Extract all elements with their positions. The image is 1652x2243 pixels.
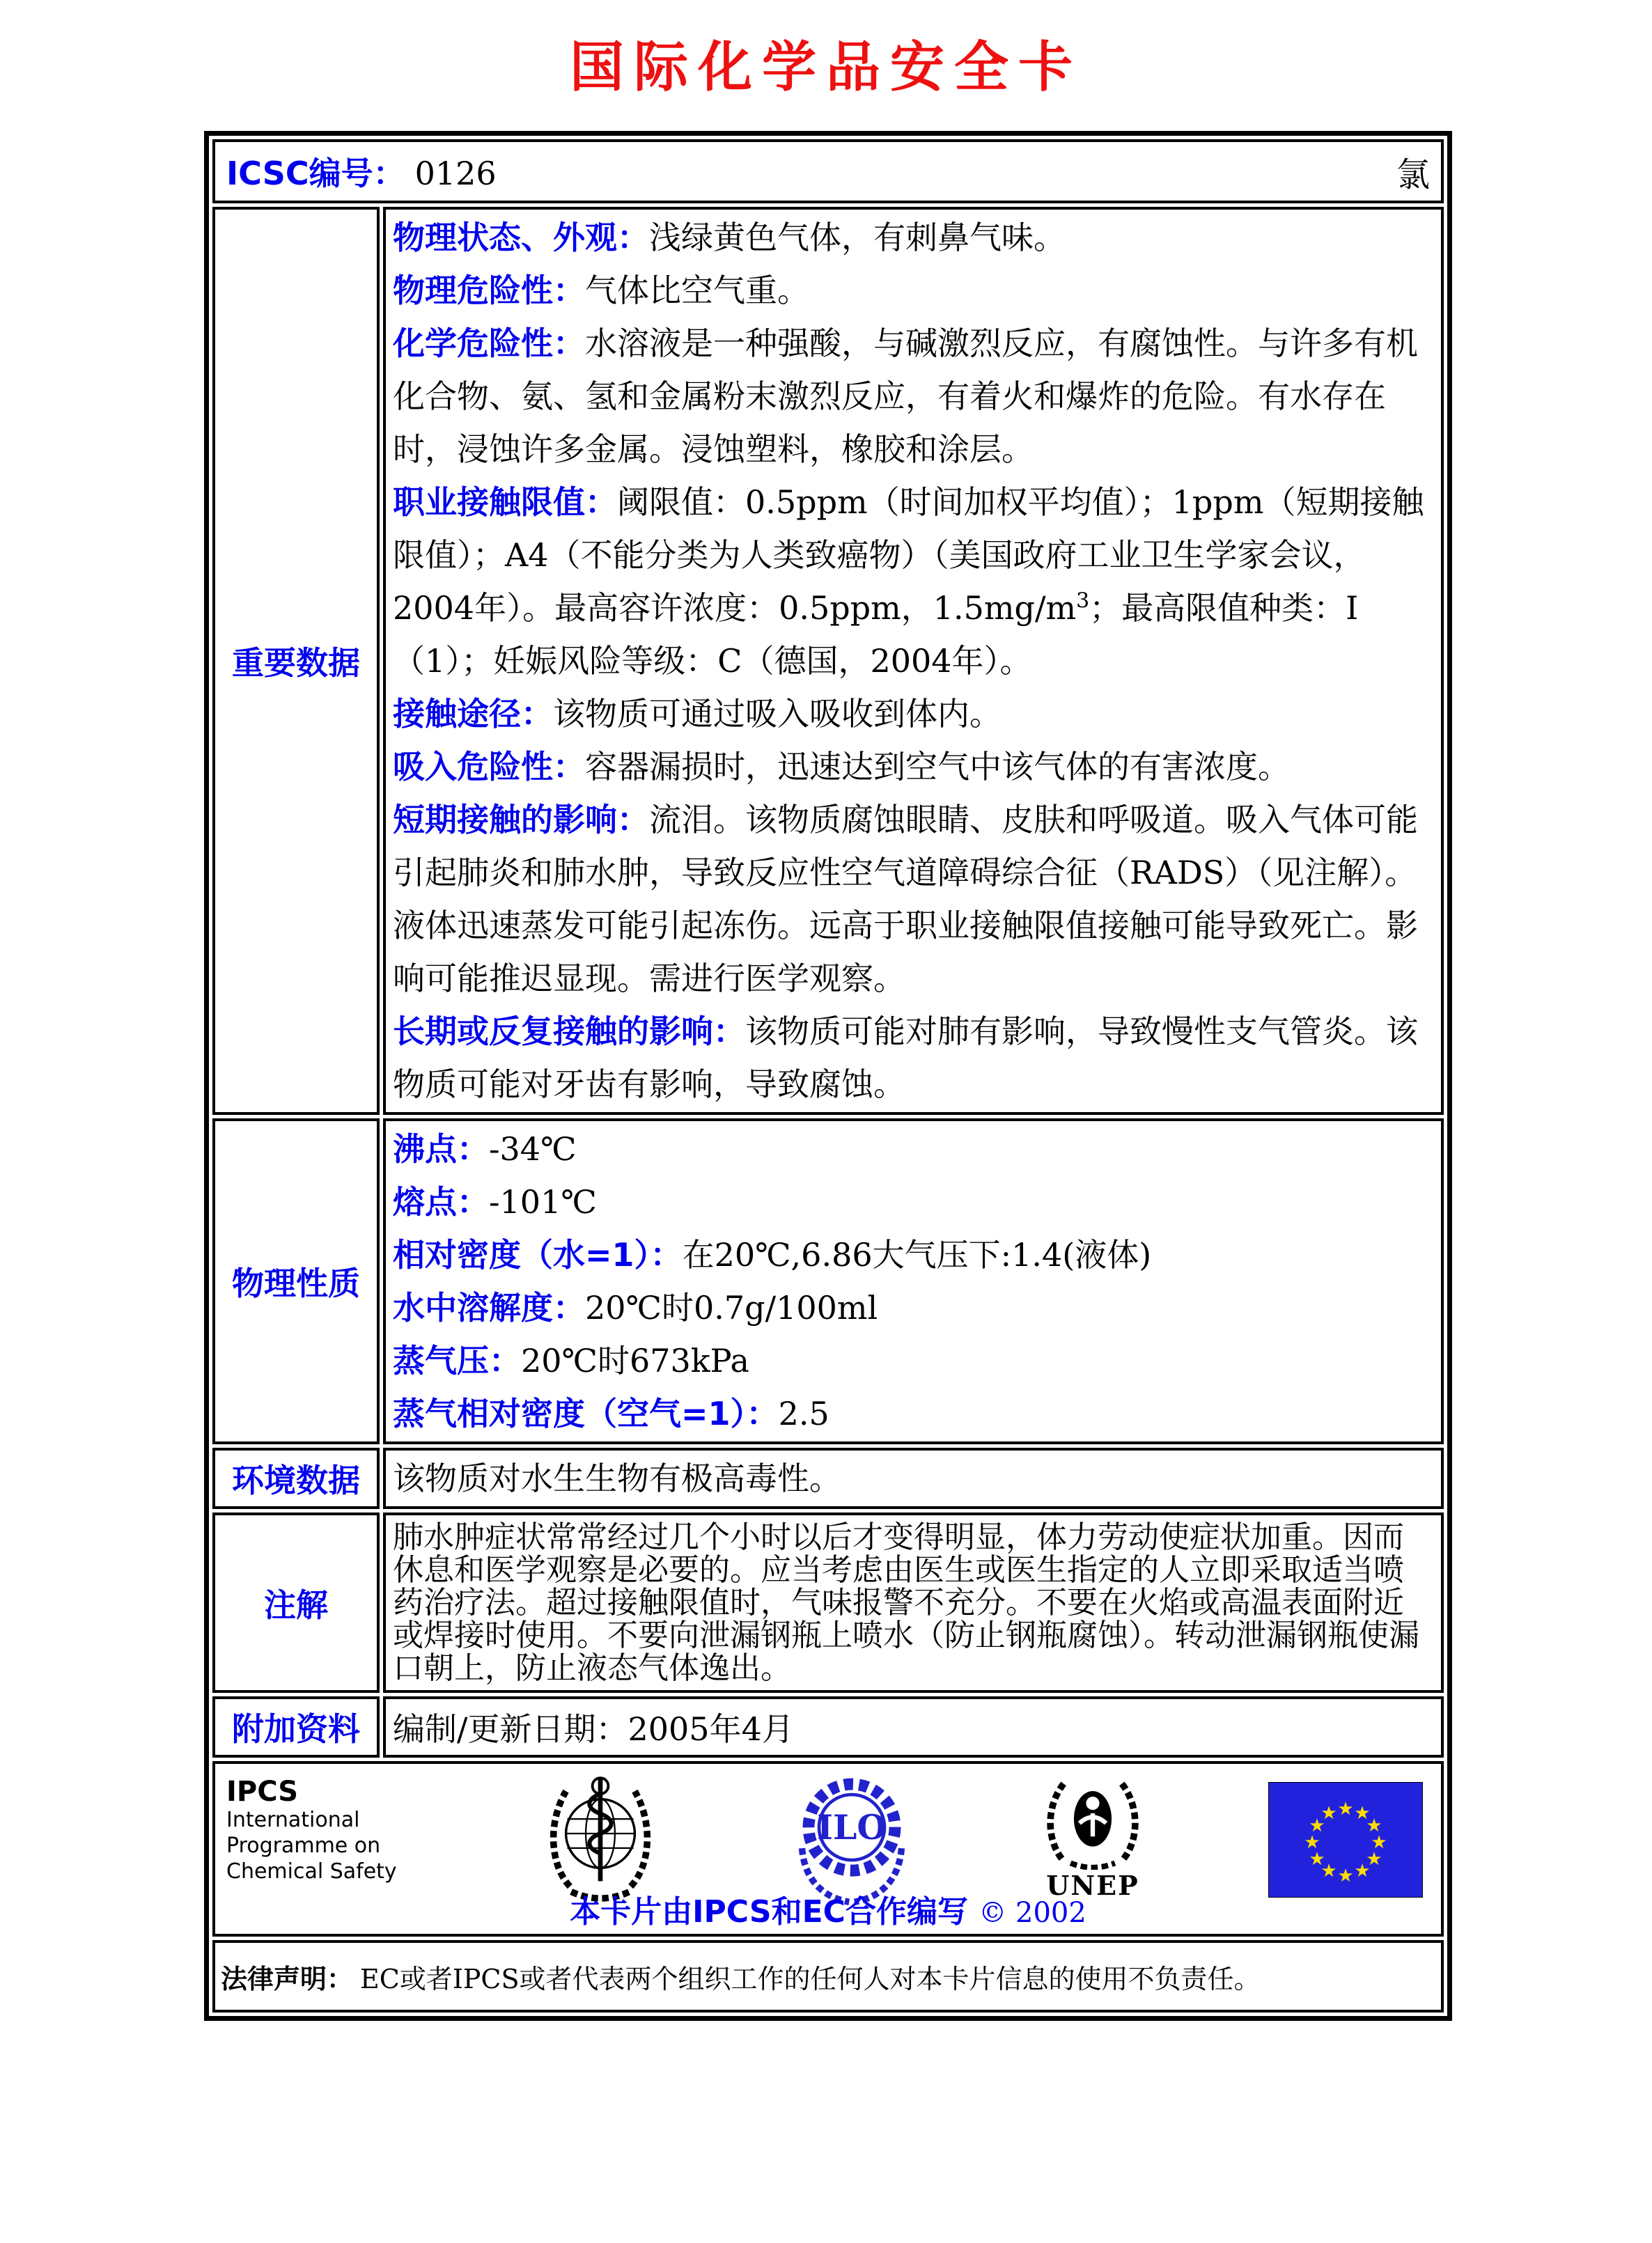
eu-flag-icon [1268,1782,1423,1900]
physical-property-item: 相对密度（水=1）：在20℃,6.86大气压下:1.4(液体) [393,1236,1152,1274]
chemical-name: 氯 [1396,155,1430,194]
environmental-data-section-label: 环境数据 [212,1448,380,1509]
important-data-item: 化学危险性：水溶液是一种强酸，与碱激烈反应，有腐蚀性。与许多有机化合物、氨、氢和金属粉末激烈反应，有着火和爆炸的危险。有水存在时，浸蚀许多金属。浸蚀塑料，橡胶和涂层。 [393,325,1418,468]
physical-properties-section-label: 物理性质 [212,1118,380,1444]
important-data-item: 短期接触的影响：流泪。该物质腐蚀眼睛、皮肤和呼吸道。吸入气体可能引起肺炎和肺水肿，导致反应性空气道障碍综合征（RADS）（见注解）。液体迅速蒸发可能引起冻伤。远高于职业接触限值接触可能导致死亡。影响可能推迟显现。需进行医学观察。 [393,801,1418,997]
physical-properties-row [212,1118,1444,1444]
ipcs-line: International [226,1808,360,1832]
environmental-data-text: 该物质对水生生物有极高毒性。 [393,1460,841,1497]
additional-info-row [212,1696,1444,1758]
legal-label: 法律声明： [221,1963,354,1994]
svg-text:★: ★ [1354,1803,1371,1824]
important-data-item: 物理危险性：气体比空气重。 [393,272,809,309]
ilo-logo-text: ILO [817,1807,887,1847]
notes-content [383,1513,1444,1693]
superscript: 3 [1076,588,1090,613]
environmental-data-content [383,1448,1444,1509]
footer-caption-text: 本卡片由IPCS和EC合作编写 [570,1894,968,1930]
environmental-data-row [212,1448,1444,1509]
legal-cell [212,1940,1444,2013]
page-title: 国际化学品安全卡 [569,36,1082,99]
svg-text:★: ★ [1309,1849,1325,1870]
header-cell [212,139,1444,203]
important-data-section-label: 重要数据 [212,207,380,1115]
important-data-row [212,207,1444,1115]
physical-property-item: 沸点：-34℃ [393,1130,577,1168]
important-data-item: 物理状态、外观：浅绿黄色气体，有刺鼻气味。 [393,219,1066,256]
unep-logo-text: UNEP [1046,1870,1139,1901]
legal-text: EC或者IPCS或者代表两个组织工作的任何人对本卡片信息的使用不负责任。 [360,1963,1261,1994]
ipcs-text-block [226,1772,414,1884]
svg-text:★: ★ [1309,1815,1325,1836]
svg-text:★: ★ [1371,1832,1387,1853]
svg-text:★: ★ [1320,1861,1337,1882]
footer-caption [215,1886,1441,1931]
icsc-number-label: ICSC编号： [226,155,405,192]
ipcs-acronym: IPCS [226,1776,299,1808]
svg-text:★: ★ [1304,1832,1320,1853]
notes-section-label: 注解 [212,1513,380,1693]
unep-emblem-icon [1037,1772,1148,1899]
important-data-item: 长期或反复接触的影响：该物质可能对肺有影响，导致慢性支气管炎。该物质可能对牙齿有影响，导致腐蚀。 [393,1013,1418,1103]
svg-text:★: ★ [1366,1849,1382,1870]
additional-info-section-label: 附加资料 [212,1696,380,1758]
additional-info-text: 编制/更新日期：2005年4月 [393,1710,794,1748]
notes-row [212,1513,1444,1693]
logos-cell [212,1761,1444,1937]
svg-text:★: ★ [1320,1803,1337,1824]
additional-info-content [383,1696,1444,1758]
physical-property-item: 水中溶解度：20℃时0.7g/100ml [393,1289,878,1327]
legal-row [212,1940,1444,2013]
svg-text:★: ★ [1337,1799,1354,1820]
logos-row [212,1761,1444,1937]
notes-text: 肺水肿症状常常经过几个小时以后才变得明显，体力劳动使症状加重。因而休息和医学观察是必要的。应当考虑由医生或医生指定的人立即采取适当喷药治疗法。超过接触限值时，气味报警不充分。不要在火焰或高温表面附近或焊接时使用。不要向泄漏钢瓶上喷水（防止钢瓶腐蚀）。转动泄漏钢瓶使漏口朝上，防止液态气体逸出。 [393,1519,1419,1686]
ipcs-line: Programme on [226,1834,381,1858]
important-data-item: 职业接触限值：阈限值：0.5ppm（时间加权平均值）；1ppm（短期接触限值）；A4（不能分类为人类致癌物）（美国政府工业卫生学家会议，2004年）。最高容许浓度：0.5ppm，$1.5mg/m^3$；最高限值种类：I（1）；妊娠风险等级：C（德国，2004年）。 [393,483,1424,680]
icsc-number-group [226,148,497,194]
header-row [212,139,1444,203]
physical-property-item: 蒸气相对密度（空气=1）：2.5 [393,1395,829,1432]
ipcs-line: Chemical Safety [226,1859,397,1884]
copyright-text: © 2002 [979,1897,1086,1929]
important-data-content [383,207,1444,1115]
physical-properties-content [383,1118,1444,1444]
icsc-card [204,131,1452,2021]
svg-text:★: ★ [1337,1866,1354,1886]
important-data-item: 接触途径：该物质可通过吸入吸收到体内。 [393,695,1002,733]
important-data-item: 吸入危险性：容器漏损时，迅速达到空气中该气体的有害浓度。 [393,748,1290,786]
svg-text:★: ★ [1366,1815,1382,1836]
physical-property-item: 蒸气压：20℃时673kPa [393,1342,749,1380]
svg-text:★: ★ [1354,1861,1371,1882]
physical-property-item: 熔点：-101℃ [393,1183,597,1221]
icsc-number-value: 0126 [414,155,497,192]
